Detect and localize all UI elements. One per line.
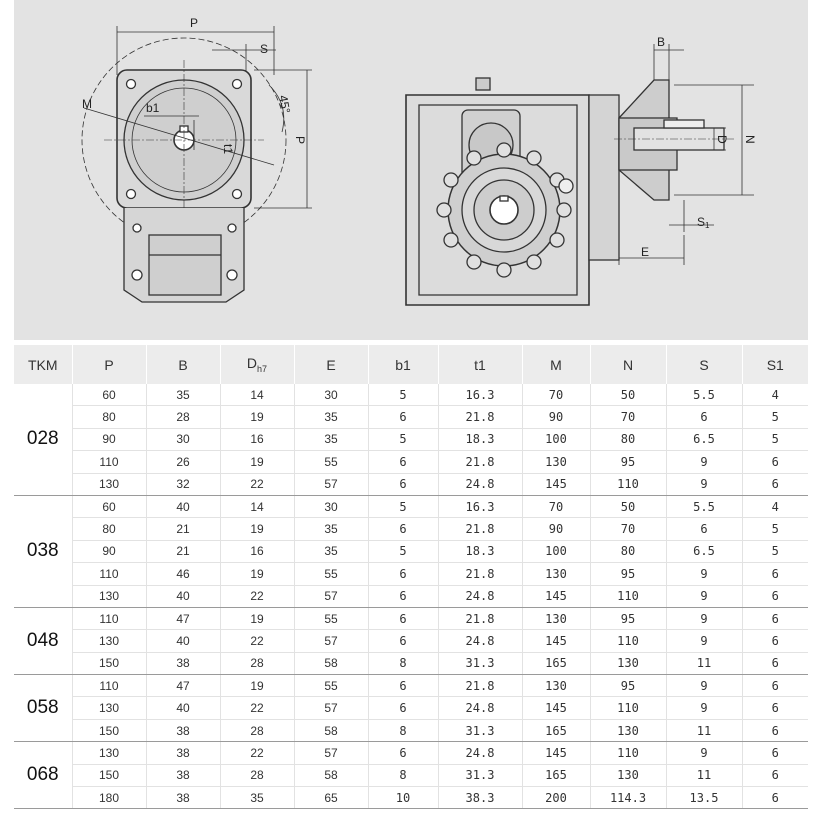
table-cell: 200: [522, 787, 590, 809]
table-cell: 21: [146, 540, 220, 562]
table-cell: 110: [72, 607, 146, 629]
table-cell: 13.5: [666, 787, 742, 809]
table-cell: 35: [220, 787, 294, 809]
table-cell: 10: [368, 787, 438, 809]
table-cell: 100: [522, 428, 590, 450]
table-cell: 80: [72, 406, 146, 428]
table-cell: 6: [666, 406, 742, 428]
table-cell: 6: [742, 742, 808, 764]
table-cell: 46: [146, 563, 220, 585]
table-cell: 35: [294, 428, 368, 450]
table-cell: 70: [590, 406, 666, 428]
table-cell: 6: [368, 585, 438, 607]
table-cell: 18.3: [438, 540, 522, 562]
table-cell: 11: [666, 719, 742, 741]
table-row: [14, 630, 808, 652]
table-cell: 9: [666, 742, 742, 764]
table-cell: 24.8: [438, 742, 522, 764]
header-row: [14, 345, 808, 384]
table-cell: 150: [72, 719, 146, 741]
header-d-subscript: h7: [257, 363, 268, 374]
table-cell: 130: [590, 764, 666, 786]
table-cell: 145: [522, 473, 590, 495]
table-cell: 6: [742, 630, 808, 652]
header-cell: N: [590, 345, 666, 384]
header-cell: E: [294, 345, 368, 384]
table-cell: 11: [666, 764, 742, 786]
table-cell: 6: [368, 697, 438, 719]
table-cell: 90: [72, 540, 146, 562]
table-cell: 6: [742, 473, 808, 495]
table-cell: 22: [220, 473, 294, 495]
table-cell: 55: [294, 675, 368, 697]
table-cell: 130: [522, 607, 590, 629]
table-row: [14, 406, 808, 428]
table-cell: 6: [368, 518, 438, 540]
header-cell: P: [72, 345, 146, 384]
table-cell: 11: [666, 652, 742, 674]
table-cell: 21.8: [438, 451, 522, 473]
table-cell: 19: [220, 406, 294, 428]
table-cell: 16: [220, 540, 294, 562]
table-cell: 110: [590, 473, 666, 495]
table-cell: 19: [220, 451, 294, 473]
table-cell: 110: [590, 697, 666, 719]
table-cell: 57: [294, 697, 368, 719]
table-cell: 38: [146, 652, 220, 674]
table-cell: 8: [368, 764, 438, 786]
table-cell: 38: [146, 719, 220, 741]
table-row: [14, 652, 808, 674]
table-cell: 5.5: [666, 384, 742, 406]
table-cell: 6: [368, 675, 438, 697]
table-cell: 19: [220, 518, 294, 540]
table-cell: 110: [590, 585, 666, 607]
table-cell: 24.8: [438, 585, 522, 607]
table-cell: 145: [522, 697, 590, 719]
table-cell: 6: [742, 764, 808, 786]
table-cell: 100: [522, 540, 590, 562]
table-cell: 38: [146, 742, 220, 764]
table-cell: 24.8: [438, 630, 522, 652]
table-cell: 21.8: [438, 406, 522, 428]
table-row: [14, 675, 808, 697]
table-cell: 4: [742, 495, 808, 517]
table-cell: 32: [146, 473, 220, 495]
table-cell: 21.8: [438, 675, 522, 697]
table-row: [14, 742, 808, 764]
model-cell: 068: [14, 742, 72, 809]
table-cell: 6.5: [666, 428, 742, 450]
table-row: [14, 518, 808, 540]
table-cell: 60: [72, 495, 146, 517]
label-p-side: P: [293, 136, 307, 145]
table-cell: 35: [294, 406, 368, 428]
table-cell: 6: [368, 630, 438, 652]
table-cell: 5: [368, 540, 438, 562]
table-cell: 40: [146, 585, 220, 607]
table-cell: 130: [72, 697, 146, 719]
table-cell: 5: [742, 406, 808, 428]
table-cell: 150: [72, 652, 146, 674]
header-cell: S: [666, 345, 742, 384]
table-cell: 31.3: [438, 719, 522, 741]
table-cell: 9: [666, 563, 742, 585]
table-cell: 110: [72, 563, 146, 585]
table-row: [14, 495, 808, 517]
table-row: [14, 451, 808, 473]
label-45: 45°: [276, 94, 293, 115]
table-cell: 180: [72, 787, 146, 809]
table-cell: 6: [742, 697, 808, 719]
table-row: [14, 540, 808, 562]
table-cell: 145: [522, 630, 590, 652]
table-cell: 165: [522, 652, 590, 674]
model-cell: 028: [14, 384, 72, 495]
table-cell: 95: [590, 607, 666, 629]
table-cell: 16.3: [438, 495, 522, 517]
table-cell: 9: [666, 607, 742, 629]
table-cell: 5.5: [666, 495, 742, 517]
table-cell: 90: [522, 518, 590, 540]
table-cell: 38.3: [438, 787, 522, 809]
table-cell: 38: [146, 787, 220, 809]
table-cell: 50: [590, 495, 666, 517]
header-cell: B: [146, 345, 220, 384]
table-cell: 28: [220, 764, 294, 786]
table-cell: 31.3: [438, 764, 522, 786]
table-cell: 80: [590, 428, 666, 450]
table-cell: 6: [368, 406, 438, 428]
table-cell: 22: [220, 742, 294, 764]
label-t1: t1: [221, 144, 235, 155]
table-cell: 22: [220, 697, 294, 719]
table-cell: 110: [590, 742, 666, 764]
table-cell: 19: [220, 675, 294, 697]
table-cell: 28: [220, 719, 294, 741]
header-cell: t1: [438, 345, 522, 384]
side-view: [406, 44, 754, 305]
table-cell: 40: [146, 697, 220, 719]
header-cell: M: [522, 345, 590, 384]
table-cell: 130: [72, 585, 146, 607]
header-cell-d: [220, 345, 294, 384]
table-cell: 55: [294, 607, 368, 629]
table-cell: 5: [368, 428, 438, 450]
table-row: [14, 384, 808, 406]
table-cell: 70: [522, 384, 590, 406]
table-row: [14, 764, 808, 786]
table-cell: 60: [72, 384, 146, 406]
table-row: [14, 607, 808, 629]
table-cell: 21.8: [438, 563, 522, 585]
table-cell: 47: [146, 675, 220, 697]
front-view: [82, 26, 312, 302]
table-cell: 110: [72, 451, 146, 473]
table-cell: 8: [368, 652, 438, 674]
table-row: [14, 697, 808, 719]
table-cell: 65: [294, 787, 368, 809]
table-cell: 38: [146, 764, 220, 786]
table-cell: 5: [742, 518, 808, 540]
model-cell: 048: [14, 607, 72, 674]
gearbox-drawing: [14, 0, 808, 340]
table-cell: 110: [72, 675, 146, 697]
table-cell: 5: [742, 540, 808, 562]
table-cell: 5: [368, 495, 438, 517]
table-cell: 21.8: [438, 607, 522, 629]
table-cell: 57: [294, 742, 368, 764]
spec-table-body: [14, 384, 808, 809]
table-cell: 57: [294, 630, 368, 652]
table-cell: 95: [590, 563, 666, 585]
label-m: M: [82, 97, 92, 111]
table-cell: 95: [590, 675, 666, 697]
table-cell: 21.8: [438, 518, 522, 540]
table-cell: 6: [368, 473, 438, 495]
table-row: [14, 585, 808, 607]
table-cell: 165: [522, 719, 590, 741]
table-cell: 6: [742, 607, 808, 629]
table-cell: 30: [294, 384, 368, 406]
header-d: D: [246, 355, 258, 372]
table-cell: 58: [294, 764, 368, 786]
table-cell: 90: [72, 428, 146, 450]
table-cell: 22: [220, 630, 294, 652]
table-cell: 18.3: [438, 428, 522, 450]
table-row: [14, 563, 808, 585]
table-cell: 30: [294, 495, 368, 517]
table-cell: 165: [522, 764, 590, 786]
table-cell: 9: [666, 585, 742, 607]
table-cell: 114.3: [590, 787, 666, 809]
table-cell: 150: [72, 764, 146, 786]
label-s1-sub: 1: [705, 221, 710, 230]
table-cell: 5: [742, 428, 808, 450]
table-cell: 145: [522, 585, 590, 607]
table-cell: 4: [742, 384, 808, 406]
table-cell: 57: [294, 585, 368, 607]
table-cell: 19: [220, 563, 294, 585]
model-cell: 058: [14, 675, 72, 742]
table-cell: 28: [146, 406, 220, 428]
table-cell: 8: [368, 719, 438, 741]
table-row: [14, 719, 808, 741]
table-cell: 130: [522, 675, 590, 697]
table-cell: 58: [294, 652, 368, 674]
header-cell: S1: [742, 345, 808, 384]
table-cell: 130: [522, 563, 590, 585]
table-cell: 35: [294, 518, 368, 540]
label-s: S: [260, 42, 269, 56]
table-cell: 40: [146, 495, 220, 517]
table-cell: 19: [220, 607, 294, 629]
table-cell: 130: [590, 719, 666, 741]
table-cell: 6.5: [666, 540, 742, 562]
label-p-top: P: [190, 16, 199, 30]
table-cell: 9: [666, 451, 742, 473]
table-cell: 6: [368, 742, 438, 764]
table-cell: 130: [522, 451, 590, 473]
table-cell: 22: [220, 585, 294, 607]
table-cell: 58: [294, 719, 368, 741]
table-cell: 14: [220, 384, 294, 406]
table-cell: 130: [72, 742, 146, 764]
table-cell: 80: [72, 518, 146, 540]
table-cell: 70: [522, 495, 590, 517]
table-cell: 35: [146, 384, 220, 406]
label-e: E: [641, 245, 650, 259]
technical-drawing: [14, 0, 808, 340]
header-cell: TKM: [14, 345, 72, 384]
label-n: N: [743, 135, 757, 144]
table-cell: 6: [742, 563, 808, 585]
table-cell: 80: [590, 540, 666, 562]
table-cell: 9: [666, 630, 742, 652]
table-cell: 70: [590, 518, 666, 540]
table-cell: 5: [368, 384, 438, 406]
table-cell: 47: [146, 607, 220, 629]
table-cell: 31.3: [438, 652, 522, 674]
table-cell: 16: [220, 428, 294, 450]
table-cell: 6: [742, 675, 808, 697]
table-cell: 28: [220, 652, 294, 674]
model-cell: 038: [14, 495, 72, 607]
table-cell: 9: [666, 473, 742, 495]
label-s1: [697, 215, 710, 230]
table-cell: 6: [368, 451, 438, 473]
table-cell: 26: [146, 451, 220, 473]
table-cell: 130: [590, 652, 666, 674]
label-s1-main: S: [697, 215, 706, 229]
spec-table: [14, 345, 808, 809]
label-b1: b1: [146, 101, 160, 115]
table-cell: 21: [146, 518, 220, 540]
table-cell: 57: [294, 473, 368, 495]
table-cell: 6: [742, 652, 808, 674]
table-cell: 14: [220, 495, 294, 517]
table-cell: 130: [72, 473, 146, 495]
table-cell: 95: [590, 451, 666, 473]
table-cell: 110: [590, 630, 666, 652]
table-cell: 145: [522, 742, 590, 764]
table-cell: 6: [368, 563, 438, 585]
table-cell: 40: [146, 630, 220, 652]
label-d: D: [715, 135, 729, 144]
table-cell: 55: [294, 451, 368, 473]
table-cell: 6: [742, 451, 808, 473]
table-row: [14, 473, 808, 495]
table-cell: 130: [72, 630, 146, 652]
table-cell: 6: [742, 585, 808, 607]
table-cell: 6: [742, 787, 808, 809]
label-b: B: [657, 35, 666, 49]
table-cell: 9: [666, 697, 742, 719]
table-cell: 50: [590, 384, 666, 406]
table-row: [14, 428, 808, 450]
table-cell: 9: [666, 675, 742, 697]
table-row: [14, 787, 808, 809]
table-cell: 6: [666, 518, 742, 540]
table-cell: 90: [522, 406, 590, 428]
table-cell: 24.8: [438, 697, 522, 719]
table-cell: 16.3: [438, 384, 522, 406]
header-cell: b1: [368, 345, 438, 384]
table-cell: 6: [368, 607, 438, 629]
table-cell: 35: [294, 540, 368, 562]
table-cell: 6: [742, 719, 808, 741]
table-cell: 55: [294, 563, 368, 585]
table-cell: 24.8: [438, 473, 522, 495]
table-cell: 30: [146, 428, 220, 450]
